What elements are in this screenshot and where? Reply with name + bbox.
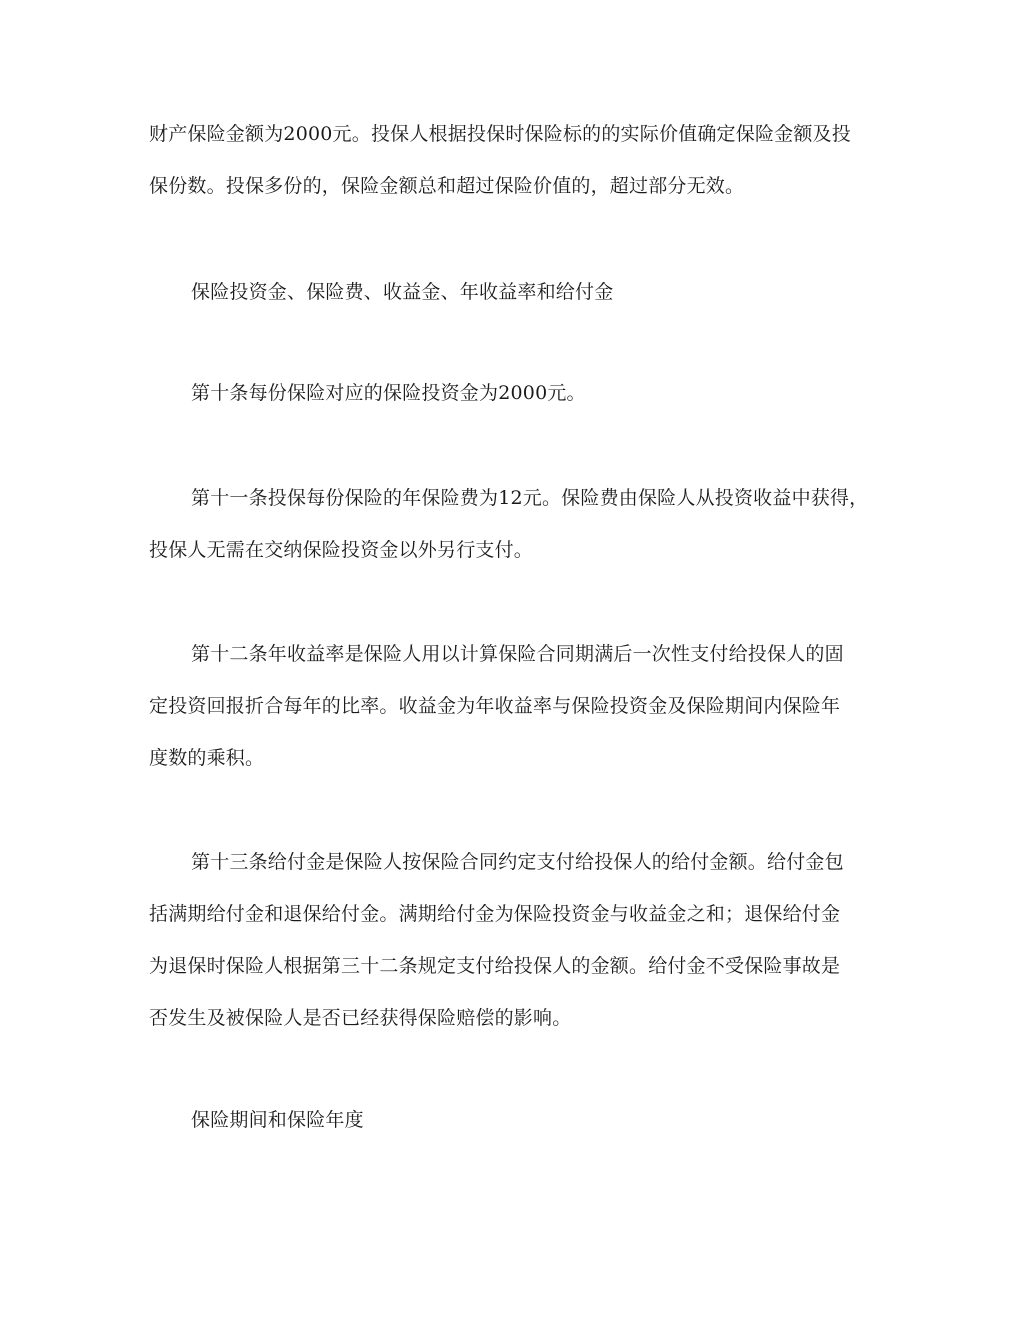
paragraph-line: 投保人无需在交纳保险投资金以外另行支付。 — [149, 539, 534, 561]
section-heading: 保险期间和保险年度 — [191, 1109, 364, 1131]
paragraph-line: 为退保时保险人根据第三十二条规定支付给投保人的金额。给付金不受保险事故是 — [149, 955, 841, 977]
paragraph-line: 第十条每份保险对应的保险投资金为2000元。 — [191, 382, 586, 404]
paragraph-line: 第十二条年收益率是保险人用以计算保险合同期满后一次性支付给投保人的固 — [191, 643, 844, 665]
paragraph-line: 度数的乘积。 — [149, 747, 265, 769]
paragraph-line: 定投资回报折合每年的比率。收益金为年收益率与保险投资金及保险期间内保险年 — [149, 695, 841, 717]
paragraph-line: 括满期给付金和退保给付金。满期给付金为保险投资金与收益金之和；退保给付金 — [149, 903, 841, 925]
paragraph-line: 财产保险金额为2000元。投保人根据投保时保险标的的实际价值确定保险金额及投 — [149, 123, 851, 145]
paragraph-line: 第十三条给付金是保险人按保险合同约定支付给投保人的给付金额。给付金包 — [191, 851, 844, 873]
paragraph-line: 否发生及被保险人是否已经获得保险赔偿的影响。 — [149, 1007, 572, 1029]
paragraph-line: 第十一条投保每份保险的年保险费为12元。保险费由保险人从投资收益中获得， — [191, 487, 869, 509]
section-heading: 保险投资金、保险费、收益金、年收益率和给付金 — [191, 281, 614, 303]
paragraph-line: 保份数。投保多份的，保险金额总和超过保险价值的，超过部分无效。 — [149, 175, 745, 197]
